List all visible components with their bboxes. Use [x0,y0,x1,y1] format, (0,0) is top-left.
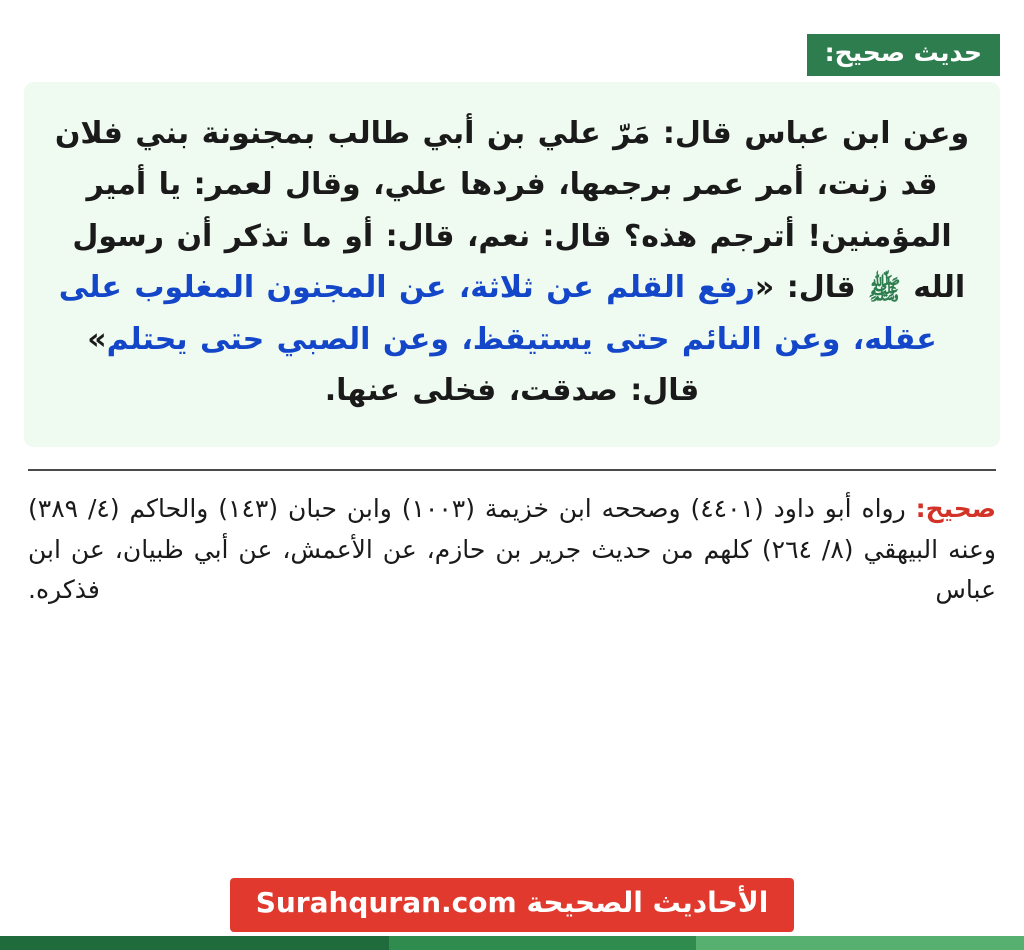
hadith-text [54,108,970,418]
accent-segment-light [696,936,1024,950]
grade-badge-row [24,0,1000,76]
bottom-accent-bar [0,936,1024,950]
hadith-quote: رفع القلم عن ثلاثة، عن المجنون المغلوب على عقله، وعن النائم حتى يستيقظ، وعن الصبي حتى يحتلم [58,270,937,357]
takhrij-block [24,489,1000,611]
accent-segment-mid [389,936,696,950]
site-caption: الأحاديث الصحيحة [526,886,769,920]
status-badge: حديث صحيح: [807,34,1000,76]
takhrij-line-1: رواه أبو داود (٤٤٠١) وصححه ابن خزيمة (١٠٠٣) وابن حبان [287,494,906,524]
accent-segment-dark [0,936,389,950]
takhrij-label: صحيح: [915,494,996,524]
divider [28,469,996,471]
hadith-body [24,82,1000,448]
salawat-icon: ﷺ [868,275,901,307]
hadith-text-part3: » قال: صدقت، فخلى عنها. [87,321,700,409]
hadith-text-part1: وعن ابن عباس قال: مَرّ علي بن أبي طالب بمجنونة بني فلان قد زنت، أمر عمر برجمها، فردها علي، وقال لعمر: يا أمير المؤمنين! أترجم هذه؟ قال: نعم، قال: أو ما تذكر أن رسول الله [54,115,970,306]
takhrij-line-2: (١٤٣) والحاكم (٤/ ٣٨٩) وعنه البيهقي (٨/ ٢٦٤) كلهم من حديث جرير [28,494,997,564]
site-link-button[interactable] [230,878,795,932]
takhrij-line-3: بن حازم، عن الأعمش، عن أبي ظبيان، عن ابن عباس فذكره. [28,534,996,605]
hadith-text-part2: قال: « [754,270,856,306]
site-domain: Surahquran.com [255,886,517,920]
